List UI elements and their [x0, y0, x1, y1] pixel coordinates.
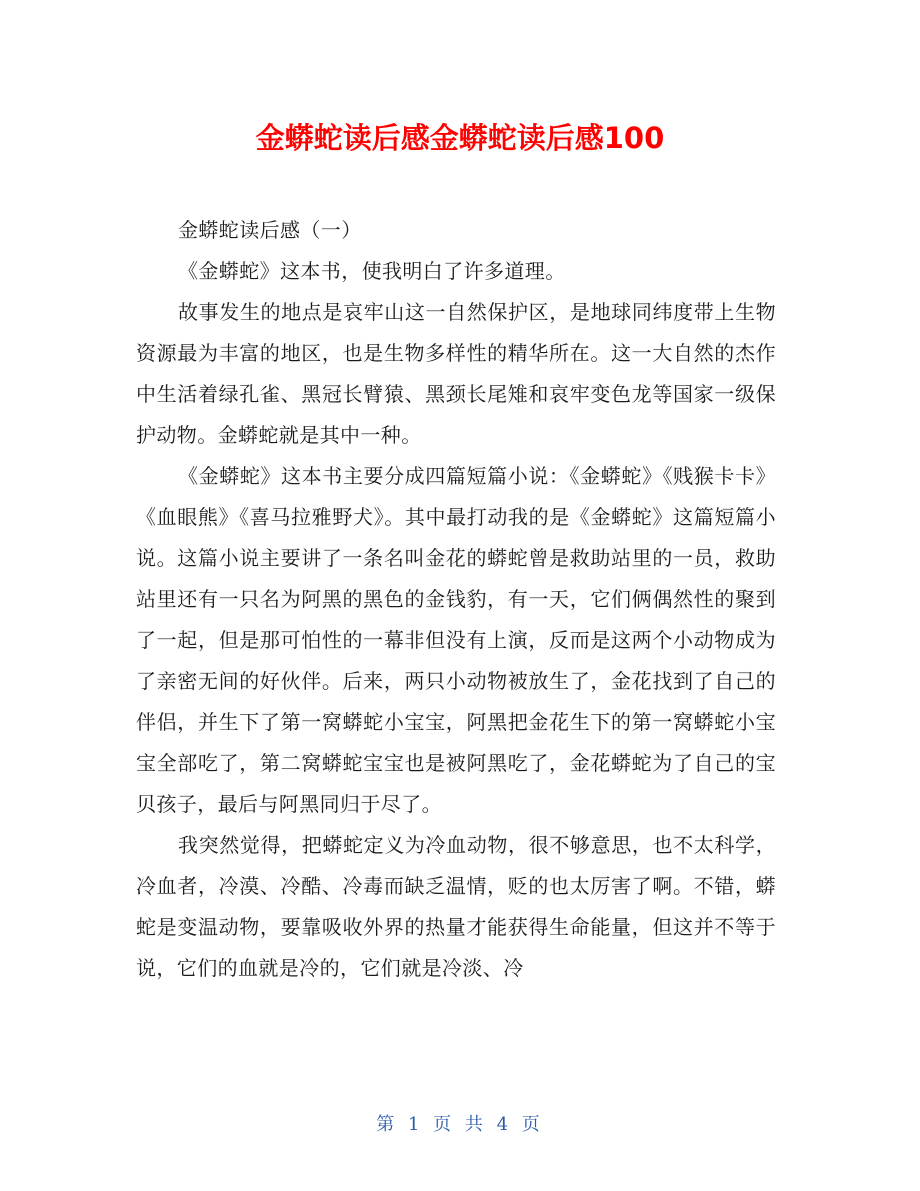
paragraph: 《金蟒蛇》这本书，使我明白了许多道理。 — [178, 259, 566, 283]
page-number-footer: 第 1 页 共 4 页 — [376, 1114, 544, 1135]
document-title: 金蟒蛇读后感金蟒蛇读后感100 — [255, 121, 665, 155]
paragraph: 故事发生的地点是哀牢山这一自然保护区，是地球同纬度带上生物资源最为丰富的地区，也是生物多样性的精华所在。这一大自然的杰作中生活着绿孔雀、黑冠长臂猿、黑颈长尾雉和哀牢变色龙等国家一级保护动物。金蟒蛇就是其中一种。 — [136, 300, 776, 447]
document-body — [136, 210, 776, 989]
section-heading: 金蟒蛇读后感（一） — [178, 218, 362, 242]
paragraph: 《金蟒蛇》这本书主要分成四篇短篇小说：《金蟒蛇》《贱猴卡卡》《血眼熊》《喜马拉雅野犬》。其中最打动我的是《金蟒蛇》这篇短篇小说。这篇小说主要讲了一条名叫金花的蟒蛇曾是救助站里的一员，救助站里还有一只名为阿黑的黑色的金钱豹，有一天，它们俩偶然性的聚到了一起，但是那可怕性的一幕非但没有上演，反而是这两个小动物成为了亲密无间的好伙伴。后来，两只小动物被放生了，金花找到了自己的伴侣，并生下了第一窝蟒蛇小宝宝，阿黑把金花生下的第一窝蟒蛇小宝宝全部吃了，第二窝蟒蛇宝宝也是被阿黑吃了，金花蟒蛇为了自己的宝贝孩子，最后与阿黑同归于尽了。 — [136, 464, 776, 816]
paragraph: 我突然觉得，把蟒蛇定义为冷血动物，很不够意思，也不太科学，冷血者，冷漠、冷酷、冷毒而缺乏温情，贬的也太厉害了啊。不错，蟒蛇是变温动物，要靠吸收外界的热量才能获得生命能量，但这并不等于说，它们的血就是冷的，它们就是冷淡、冷 — [136, 833, 776, 980]
